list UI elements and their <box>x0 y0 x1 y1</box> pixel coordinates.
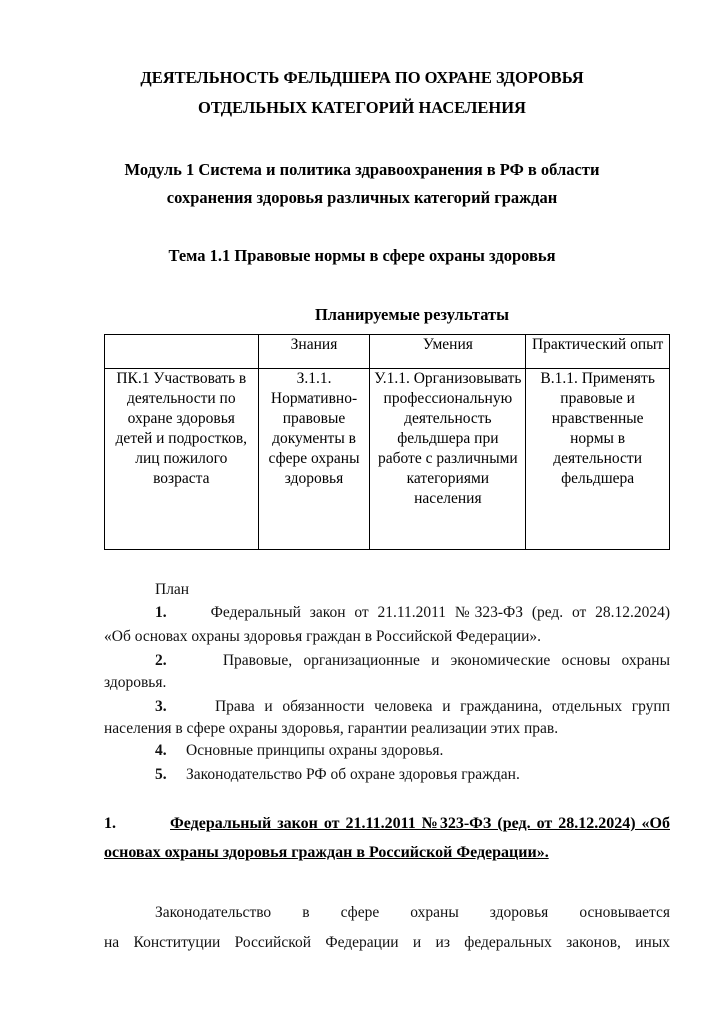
plan-item-1-cont: «Об основах охраны здоровья граждан в Российской Федерации». <box>104 628 541 645</box>
plan-item-text: Основные принципы охраны здоровья. <box>186 742 444 759</box>
table-row <box>105 369 670 550</box>
module-line2: сохранения здоровья различных категорий граждан <box>166 188 558 207</box>
module-line1: Модуль 1 Система и политика здравоохранения в РФ в области <box>124 160 600 179</box>
body-paragraph-line2: на Конституции Российской Федерации и из федеральных законов, иных <box>104 934 670 951</box>
table-header-cell: Практический опыт <box>526 335 670 369</box>
plan-item-text: Законодательство РФ об охране здоровья граждан. <box>186 766 520 783</box>
plan-item-2-cont: здоровья. <box>104 674 167 691</box>
table-cell: У.1.1. Организовывать профессиональную деятельность фельдшера при работе с различными категориями населения <box>370 369 526 550</box>
section-title-line2: основах охраны здоровья граждан в Российской Федерации». <box>104 844 549 861</box>
plan-item-number: 5. <box>155 766 167 783</box>
table-cell: В.1.1. Применять правовые и нравственные нормы в деятельности фельдшера <box>526 369 670 550</box>
plan-item-text: Правовые, организационные и экономические основы охраны <box>222 652 671 669</box>
plan-item-number: 2. <box>155 652 167 669</box>
plan-item-number: 3. <box>155 698 167 715</box>
plan-item-2 <box>155 651 670 671</box>
section-title-line1: Федеральный закон от 21.11.2011 №323-ФЗ (ред. от 28.12.2024) «Об <box>170 815 670 832</box>
table-header-cell: Знания <box>258 335 370 369</box>
plan-item-1 <box>155 603 670 623</box>
section-1-heading <box>104 814 670 834</box>
plan-item-3-cont: населения в сфере охраны здоровья, гарантии реализации этих прав. <box>104 720 559 737</box>
table-header-cell <box>105 335 259 369</box>
body-paragraph-line1: Законодательство в сфере охраны здоровья основывается <box>155 904 670 921</box>
table-cell: ПК.1 Участвовать в деятельности по охране здоровья детей и подростков, лиц пожилого возраста <box>105 369 259 550</box>
results-table <box>104 334 670 550</box>
table-header-row <box>105 335 670 369</box>
heading-line2: ОТДЕЛЬНЫХ КАТЕГОРИЙ НАСЕЛЕНИЯ <box>198 98 526 117</box>
plan-item-number: 1. <box>155 604 167 621</box>
plan-item-4 <box>155 741 443 761</box>
table-header-cell: Умения <box>370 335 526 369</box>
plan-item-text: Права и обязанности человека и гражданина, отдельных групп <box>214 698 670 715</box>
plan-item-5 <box>155 765 520 785</box>
results-title: Планируемые результаты <box>314 305 510 324</box>
table-cell: З.1.1. Нормативно-правовые документы в сфере охраны здоровья <box>258 369 370 550</box>
heading-line1: ДЕЯТЕЛЬНОСТЬ ФЕЛЬДШЕРА ПО ОХРАНЕ ЗДОРОВЬЯ <box>140 68 584 87</box>
plan-item-text: Федеральный закон от 21.11.2011 №323-ФЗ (ред. от 28.12.2024) <box>210 604 671 621</box>
section-number: 1. <box>104 815 116 832</box>
topic-title: Тема 1.1 Правовые нормы в сфере охраны здоровья <box>168 246 556 265</box>
section-1-heading-cont <box>104 843 549 863</box>
plan-title: План <box>155 581 190 598</box>
plan-item-3 <box>155 697 670 717</box>
plan-item-number: 4. <box>155 742 167 759</box>
